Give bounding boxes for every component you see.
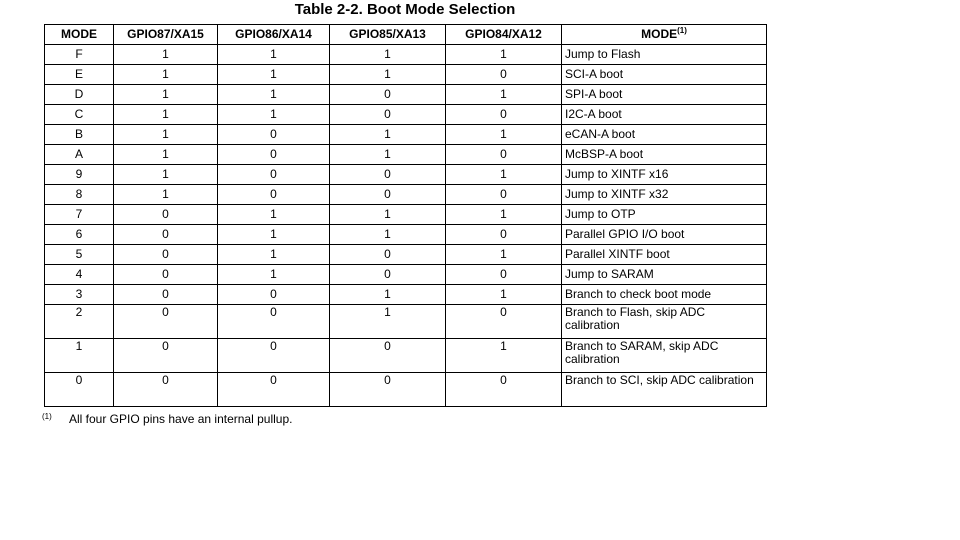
table-row xyxy=(45,125,767,145)
table-row xyxy=(45,225,767,245)
gpio85-cell: 0 xyxy=(330,265,446,285)
table-row xyxy=(45,305,767,339)
table-row xyxy=(45,373,767,407)
mode-cell: B xyxy=(45,125,114,145)
gpio86-cell: 1 xyxy=(218,245,330,265)
description-cell: SCI-A boot xyxy=(562,65,767,85)
gpio84-cell: 1 xyxy=(446,245,562,265)
gpio84-cell: 1 xyxy=(446,285,562,305)
mode-cell: 3 xyxy=(45,285,114,305)
gpio84-cell: 0 xyxy=(446,225,562,245)
gpio87-cell: 0 xyxy=(114,285,218,305)
gpio85-cell: 1 xyxy=(330,305,446,339)
footnote-reference: (1) xyxy=(677,26,687,35)
gpio84-cell: 1 xyxy=(446,125,562,145)
gpio86-cell: 1 xyxy=(218,265,330,285)
gpio84-cell: 1 xyxy=(446,205,562,225)
mode-cell: 5 xyxy=(45,245,114,265)
mode-cell: 2 xyxy=(45,305,114,339)
description-cell: eCAN-A boot xyxy=(562,125,767,145)
table-row xyxy=(45,105,767,125)
mode-cell: D xyxy=(45,85,114,105)
description-cell: Branch to Flash, skip ADC calibration xyxy=(562,305,767,339)
gpio85-cell: 0 xyxy=(330,85,446,105)
description-cell: Jump to XINTF x16 xyxy=(562,165,767,185)
gpio86-cell: 0 xyxy=(218,165,330,185)
table-row xyxy=(45,245,767,265)
table-row xyxy=(45,205,767,225)
gpio86-cell: 1 xyxy=(218,65,330,85)
gpio86-cell: 0 xyxy=(218,185,330,205)
gpio84-cell: 1 xyxy=(446,45,562,65)
boot-mode-table xyxy=(44,24,767,407)
mode-cell: 8 xyxy=(45,185,114,205)
table-row xyxy=(45,145,767,165)
table-row xyxy=(45,265,767,285)
description-cell: Branch to SARAM, skip ADC calibration xyxy=(562,339,767,373)
mode-cell: 6 xyxy=(45,225,114,245)
header-gpio84: GPIO84/XA12 xyxy=(446,25,562,45)
mode-cell: E xyxy=(45,65,114,85)
header-gpio86: GPIO86/XA14 xyxy=(218,25,330,45)
gpio85-cell: 0 xyxy=(330,245,446,265)
description-cell: SPI-A boot xyxy=(562,85,767,105)
header-row xyxy=(45,25,767,45)
gpio87-cell: 1 xyxy=(114,105,218,125)
footnote-text: All four GPIO pins have an internal pullup. xyxy=(69,412,293,426)
gpio85-cell: 0 xyxy=(330,373,446,407)
table-row xyxy=(45,285,767,305)
gpio86-cell: 1 xyxy=(218,45,330,65)
header-mode-description-label: MODE xyxy=(641,27,678,41)
gpio87-cell: 1 xyxy=(114,185,218,205)
gpio85-cell: 0 xyxy=(330,185,446,205)
gpio84-cell: 0 xyxy=(446,105,562,125)
description-cell: Parallel GPIO I/O boot xyxy=(562,225,767,245)
gpio85-cell: 1 xyxy=(330,285,446,305)
mode-cell: 0 xyxy=(45,373,114,407)
description-cell: McBSP-A boot xyxy=(562,145,767,165)
gpio87-cell: 0 xyxy=(114,205,218,225)
gpio87-cell: 0 xyxy=(114,339,218,373)
mode-cell: 4 xyxy=(45,265,114,285)
gpio86-cell: 0 xyxy=(218,285,330,305)
description-cell: Jump to OTP xyxy=(562,205,767,225)
footnote-mark: (1) xyxy=(42,412,52,421)
gpio86-cell: 0 xyxy=(218,305,330,339)
table-row xyxy=(45,165,767,185)
gpio85-cell: 1 xyxy=(330,125,446,145)
gpio85-cell: 0 xyxy=(330,165,446,185)
gpio87-cell: 1 xyxy=(114,65,218,85)
table-caption: Table 2-2. Boot Mode Selection xyxy=(294,1,516,18)
gpio85-cell: 1 xyxy=(330,45,446,65)
gpio86-cell: 0 xyxy=(218,125,330,145)
mode-cell: A xyxy=(45,145,114,165)
gpio86-cell: 0 xyxy=(218,145,330,165)
gpio87-cell: 1 xyxy=(114,45,218,65)
gpio87-cell: 1 xyxy=(114,125,218,145)
description-cell: I2C-A boot xyxy=(562,105,767,125)
gpio86-cell: 0 xyxy=(218,373,330,407)
gpio85-cell: 1 xyxy=(330,205,446,225)
gpio86-cell: 1 xyxy=(218,85,330,105)
gpio84-cell: 0 xyxy=(446,373,562,407)
gpio86-cell: 0 xyxy=(218,339,330,373)
mode-cell: 7 xyxy=(45,205,114,225)
gpio87-cell: 0 xyxy=(114,245,218,265)
gpio87-cell: 1 xyxy=(114,85,218,105)
table-row xyxy=(45,185,767,205)
gpio84-cell: 0 xyxy=(446,145,562,165)
gpio85-cell: 1 xyxy=(330,65,446,85)
description-cell: Jump to SARAM xyxy=(562,265,767,285)
gpio85-cell: 0 xyxy=(330,339,446,373)
gpio87-cell: 1 xyxy=(114,165,218,185)
description-cell: Jump to Flash xyxy=(562,45,767,65)
mode-cell: 9 xyxy=(45,165,114,185)
gpio84-cell: 1 xyxy=(446,85,562,105)
gpio84-cell: 1 xyxy=(446,339,562,373)
gpio86-cell: 1 xyxy=(218,225,330,245)
mode-cell: 1 xyxy=(45,339,114,373)
gpio87-cell: 0 xyxy=(114,373,218,407)
gpio84-cell: 0 xyxy=(446,185,562,205)
table-row xyxy=(45,339,767,373)
header-mode: MODE xyxy=(45,25,114,45)
table-body xyxy=(45,45,767,407)
footnote xyxy=(42,410,292,426)
gpio85-cell: 0 xyxy=(330,105,446,125)
description-cell: Parallel XINTF boot xyxy=(562,245,767,265)
header-gpio85: GPIO85/XA13 xyxy=(330,25,446,45)
mode-cell: F xyxy=(45,45,114,65)
table-row xyxy=(45,85,767,105)
gpio87-cell: 0 xyxy=(114,305,218,339)
gpio86-cell: 1 xyxy=(218,105,330,125)
gpio85-cell: 1 xyxy=(330,145,446,165)
gpio85-cell: 1 xyxy=(330,225,446,245)
gpio84-cell: 1 xyxy=(446,165,562,185)
gpio86-cell: 1 xyxy=(218,205,330,225)
gpio84-cell: 0 xyxy=(446,265,562,285)
description-cell: Branch to check boot mode xyxy=(562,285,767,305)
gpio84-cell: 0 xyxy=(446,305,562,339)
gpio87-cell: 1 xyxy=(114,145,218,165)
header-gpio87: GPIO87/XA15 xyxy=(114,25,218,45)
description-cell: Branch to SCI, skip ADC calibration xyxy=(562,373,767,407)
gpio84-cell: 0 xyxy=(446,65,562,85)
table-row xyxy=(45,45,767,65)
table-row xyxy=(45,65,767,85)
mode-cell: C xyxy=(45,105,114,125)
header-mode-description xyxy=(562,25,767,45)
gpio87-cell: 0 xyxy=(114,265,218,285)
description-cell: Jump to XINTF x32 xyxy=(562,185,767,205)
gpio87-cell: 0 xyxy=(114,225,218,245)
